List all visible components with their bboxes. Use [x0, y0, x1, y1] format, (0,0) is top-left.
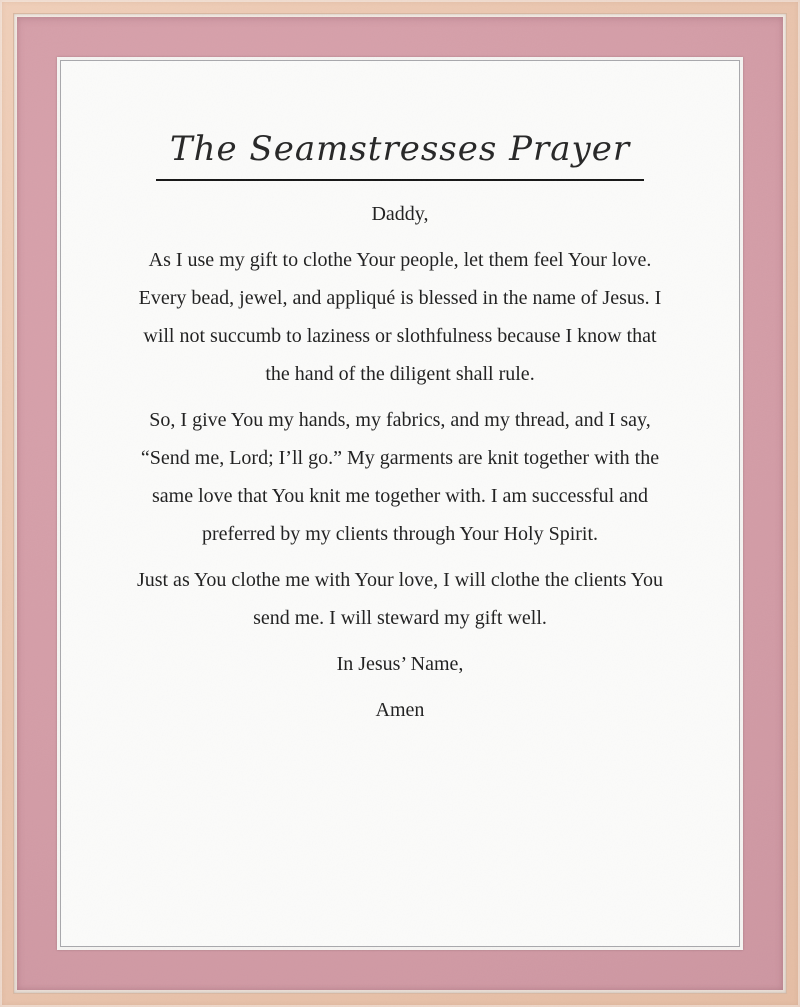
mat-board [17, 17, 783, 990]
paragraph-1: As I use my gift to clothe Your people, let them feel Your love. Every bead, jewel, and appliqué is blessed in the name of Jesus. I will not succumb to laziness or slothfulness because I know that the hand of the diligent shall rule. [138, 248, 662, 385]
frame-fillet [14, 14, 786, 993]
prayer-title: The Seamstresses Prayer [156, 129, 644, 181]
paragraph-2: So, I give You my hands, my fabrics, and my thread, and I say, “Send me, Lord; I’ll go.” My garments are knit together with the same love that You knit me together with. I am successful and preferred by my clients through Your Holy Spirit. [140, 408, 660, 545]
prayer-body [61, 195, 739, 729]
amen: Amen [375, 698, 425, 721]
prayer-sheet [61, 61, 739, 946]
title-wrap [61, 61, 739, 181]
closing: In Jesus’ Name, [336, 652, 464, 675]
paragraph-3: Just as You clothe me with Your love, I will clothe the clients You send me. I will steward my gift well. [136, 568, 664, 629]
salutation: Daddy, [371, 202, 429, 225]
mat-bevel [57, 57, 743, 950]
